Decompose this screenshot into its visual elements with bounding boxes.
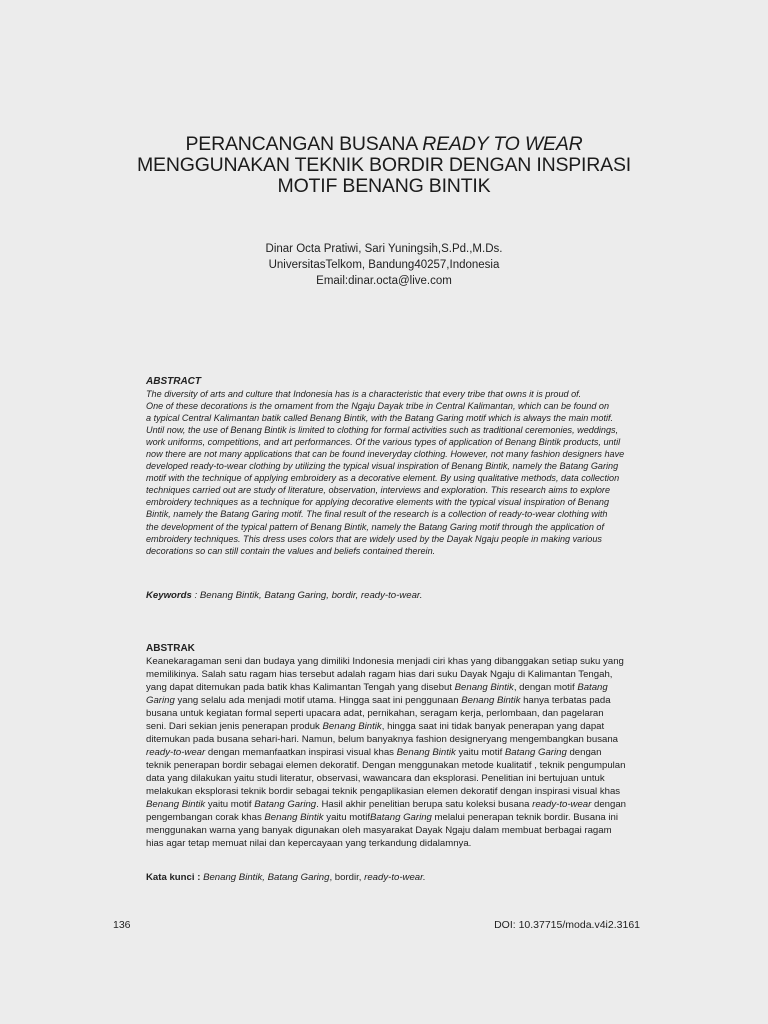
abstrak-line bbox=[146, 811, 642, 824]
abstract-line: embroidery techniques. This dress uses colors that are widely used by the Dayak Ngaju people in making various bbox=[146, 533, 602, 544]
abstract-line: work uniforms, competitions, and art performances. Of the various types of application of Benang Bintik products, until bbox=[146, 437, 621, 448]
abstrak-text: melakukan eksplorasi teknik bordir sebagai teknik pengaplikasian elemen dekoratif dengan inspirasi visual khas bbox=[146, 786, 621, 798]
keywords-separator: : bbox=[191, 590, 200, 601]
abstract-line: developed ready-to-wear clothing by utilizing the typical visual inspiration of Benang Bintik, namely the Batang Garing bbox=[146, 461, 619, 472]
abstrak-text: , hingga saat ini tidak banyak penerapan yang dapat bbox=[381, 721, 605, 733]
abstrak-line bbox=[146, 681, 642, 694]
abstrak-text: memilikinya. Salah satu ragam hias tersebut adalah ragam hias dari suku Dayak Ngaju di Kalimantan Tengah, bbox=[146, 669, 613, 681]
abstrak-text: dengan bbox=[566, 747, 602, 759]
abstract-line: a typical Central Kalimantan batik called Benang Bintik, with the Batang Garing motif which is always the main motif. bbox=[146, 413, 614, 424]
abstrak-text: yang selalu ada menjadi motif utama. Hingga saat ini penggunaan bbox=[174, 695, 462, 707]
abstrak-text: Keanekaragaman seni dan budaya yang dimiliki Indonesia menjadi ciri khas yang dibanggakan setiap suku yang bbox=[146, 656, 624, 667]
abstrak-italic-text: Garing bbox=[146, 695, 175, 707]
abstrak-text: yaitu motif bbox=[323, 812, 370, 824]
doi-link[interactable]: DOI: 10.37715/moda.v4i2.3161 bbox=[494, 919, 640, 931]
abstrak-italic-text: Batang bbox=[577, 682, 608, 694]
abstrak-italic-text: Batang Garing bbox=[370, 812, 432, 824]
abstrak-text: yang dapat ditemukan pada batik khas Kalimantan Tengah yang disebut bbox=[146, 682, 455, 694]
author-block bbox=[100, 241, 668, 289]
abstract-line: Until now, the use of Benang Bintik is limited to clothing for formal activities such as traditional ceremonies, weddings, bbox=[146, 425, 619, 436]
abstrak-line bbox=[146, 798, 642, 811]
abstract-english-body bbox=[146, 388, 642, 557]
abstrak-line bbox=[146, 785, 642, 798]
abstrak-text: . Hasil akhir penelitian berupa satu koleksi busana bbox=[316, 799, 533, 811]
abstract-line: Bintik, namely the Batang Garing motif. The final result of the research is a collection of ready-to-wear clothing with bbox=[146, 509, 608, 520]
kata-kunci-value-1: Benang Bintik, Batang Garing bbox=[203, 872, 330, 883]
paper-title bbox=[100, 134, 668, 197]
page-number: 136 bbox=[113, 919, 131, 931]
abstrak-text: melalui penerapan teknik bordir. Busana ini bbox=[431, 812, 619, 824]
abstrak-text: hias agar tetap memuat nilai dan kepercayaan yang terkandung didalamnya. bbox=[146, 838, 472, 850]
abstrak-text: ditemukan pada busana sehari-hari. Namun, belum banyaknya fashion designeryang mengembangkan busana bbox=[146, 734, 619, 746]
abstract-line: motif with the technique of applying embroidery as a decorative element. By using qualitative methods, data collection bbox=[146, 473, 620, 484]
abstrak-line bbox=[146, 694, 642, 707]
author-email: Email:dinar.octa@live.com bbox=[316, 275, 452, 287]
kata-kunci-value-2: , bordir, bbox=[329, 872, 365, 883]
title-line-3: MOTIF BENANG BINTIK bbox=[277, 175, 491, 197]
abstrak-text: dengan bbox=[591, 799, 627, 811]
abstrak-text: busana untuk kegiatan formal seperti upacara adat, pernikahan, seragam kerja, perlombaan, dan pagelaran bbox=[146, 708, 604, 720]
abstrak-line bbox=[146, 707, 642, 720]
title-line-1-italic: READY TO WEAR bbox=[422, 133, 583, 155]
author-affiliation: UniversitasTelkom, Bandung40257,Indonesia bbox=[268, 259, 500, 271]
abstrak-line bbox=[146, 746, 642, 759]
abstract-line: now there are not many applications that can be found ineveryday clothing. However, not many fashion designers have bbox=[146, 449, 625, 460]
abstrak-text: , dengan motif bbox=[513, 682, 578, 694]
abstrak-line bbox=[146, 772, 642, 785]
abstrak-italic-text: Batang Garing bbox=[254, 799, 317, 811]
author-names: Dinar Octa Pratiwi, Sari Yuningsih,S.Pd.,M.Ds. bbox=[265, 243, 503, 255]
abstrak-italic-text: Benang Bintik bbox=[322, 721, 382, 733]
kata-kunci-label: Kata kunci bbox=[146, 872, 195, 883]
abstrak-line bbox=[146, 733, 642, 746]
abstrak-italic-text: ready-to-wear bbox=[146, 747, 206, 759]
abstrak-text: yaitu motif bbox=[205, 799, 255, 811]
abstrak-italic-text: Batang Garing bbox=[504, 747, 567, 759]
abstrak-text: menggunakan warna yang banyak digunakan oleh masyarakat Dayak Ngaju dalam membuat berbagai ragam bbox=[146, 825, 612, 837]
abstrak-italic-text: Benang Bintik bbox=[454, 682, 514, 694]
abstrak-text: yaitu motif bbox=[455, 747, 505, 759]
abstrak-italic-text: Benang Bintik bbox=[396, 747, 456, 759]
abstrak-line bbox=[146, 720, 642, 733]
abstract-indonesian bbox=[146, 642, 642, 850]
abstrak-italic-text: ready-to-wear bbox=[532, 799, 592, 811]
abstrak-line bbox=[146, 824, 642, 837]
abstrak-line bbox=[146, 837, 642, 850]
abstract-line: decorations so can still contain the values and beliefs contained therein. bbox=[146, 545, 436, 556]
abstract-english bbox=[146, 376, 642, 557]
abstrak-line bbox=[146, 759, 642, 772]
abstract-indonesian-body bbox=[146, 655, 642, 850]
abstract-line: the development of the typical pattern of Benang Bintik, namely the Batang Garing motif through the application of bbox=[146, 521, 605, 532]
abstrak-line bbox=[146, 655, 642, 668]
abstrak-text: teknik penerapan bordir sebagai elemen dekoratif. Dengan menggunakan metode kualitatif , teknik pengumpulan bbox=[146, 760, 626, 772]
abstrak-text: pengembangan corak khas bbox=[146, 812, 265, 824]
keywords-label: Keywords bbox=[146, 590, 192, 601]
keywords-english bbox=[146, 590, 422, 602]
abstract-line: embroidery techniques as a technique for applying decorative elements with the typical visual inspiration of Benang bbox=[146, 497, 610, 508]
abstract-line: One of these decorations is the ornament from the Ngaju Dayak tribe in Central Kalimantan, which can be found on bbox=[146, 401, 610, 412]
abstrak-italic-text: Benang Bintik bbox=[461, 695, 521, 707]
keywords-value: Benang Bintik, Batang Garing, bordir, ready-to-wear. bbox=[199, 590, 423, 601]
abstrak-text: seni. Dari sekian jenis penerapan produk bbox=[146, 721, 323, 733]
abstrak-italic-text: Benang Bintik bbox=[264, 812, 324, 824]
kata-kunci-separator: : bbox=[194, 872, 204, 883]
abstract-line: The diversity of arts and culture that Indonesia has is a characteristic that every tribe that owns it is proud of. bbox=[146, 389, 582, 399]
kata-kunci-value-3: ready-to-wear. bbox=[364, 872, 426, 883]
abstract-heading: ABSTRACT bbox=[146, 376, 201, 387]
keywords-indonesian bbox=[146, 871, 426, 884]
title-line-1-text: PERANCANGAN BUSANA bbox=[185, 133, 423, 155]
abstrak-text: hanya terbatas pada bbox=[520, 695, 611, 707]
abstrak-italic-text: Benang Bintik bbox=[146, 799, 206, 811]
abstrak-line bbox=[146, 668, 642, 681]
title-line-2: MENGGUNAKAN TEKNIK BORDIR DENGAN INSPIRASI bbox=[137, 154, 631, 176]
abstrak-text: dengan memanfaatkan inspirasi visual khas bbox=[205, 747, 397, 759]
title-line-1 bbox=[100, 134, 668, 155]
abstract-line: techniques carried out are study of literature, observation, interviews and exploration. This research aims to explore bbox=[146, 485, 611, 496]
abstrak-heading: ABSTRAK bbox=[146, 643, 195, 654]
abstrak-text: data yang dilakukan yaitu studi literatur, observasi, wawancara dan eksplorasi. Penelitian ini bertujuan untuk bbox=[146, 773, 605, 785]
